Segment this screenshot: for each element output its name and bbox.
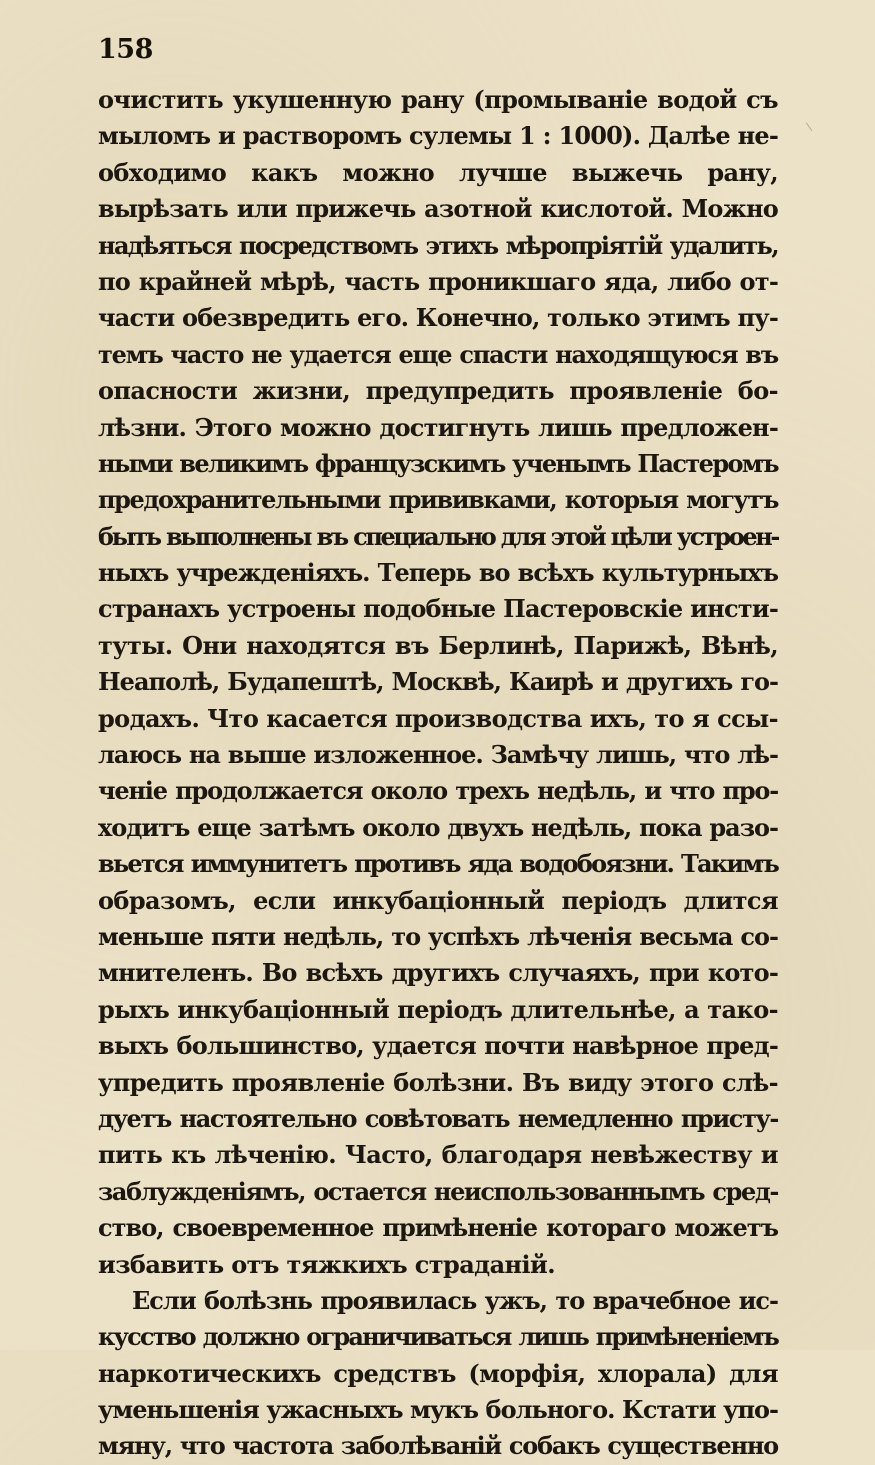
text-line: выхъ большинство, удается почти навѣрное пред- <box>98 1031 778 1061</box>
text-line: образомъ, если инкубацiонный перiодъ длится <box>98 885 778 915</box>
text-line: ныхъ учрежденiяхъ. Теперь во всѣхъ культурныхъ <box>98 558 778 588</box>
paragraph-2 <box>98 1283 778 1465</box>
text-line: пить къ лѣченiю. Часто, благодаря невѣжеству и <box>98 1140 778 1170</box>
text-line: ченie продолжается около трехъ недѣль, и что про- <box>98 776 778 806</box>
page-number: 158 <box>98 34 153 65</box>
text-line: наркотическихъ средствъ (морфiя, хлорала) для <box>98 1358 778 1388</box>
text-line: вырѣзать или прижечь азотной кислотой. Можно <box>98 194 778 224</box>
text-line: странахъ устроены подобные Пастеровскiе инсти- <box>98 594 778 624</box>
paragraph-1 <box>98 82 778 1283</box>
text-line: кусство должно ограничиваться лишь примѣненiемъ <box>98 1322 778 1352</box>
text-line: мыломъ и растворомъ сулемы 1 : 1000). Далѣе не- <box>98 121 778 151</box>
text-line: темъ часто не удается еще спасти находящуюся въ <box>98 339 778 369</box>
text-line: части обезвредить его. Конечно, только этимъ пу- <box>98 303 778 333</box>
text-line: опасности жизни, предупредить проявленie бо- <box>98 376 778 406</box>
paper-mark <box>806 119 817 131</box>
text-line: туты. Они находятся въ Берлинѣ, Парижѣ, Вѣнѣ, <box>98 630 778 660</box>
text-line: надѣяться посредствомъ этихъ мѣропрiятiй удалить, <box>98 230 778 260</box>
text-line: мнителенъ. Во всѣхъ другихъ случаяхъ, при кото- <box>98 958 778 988</box>
text-line: лаюсь на выше изложенное. Замѣчу лишь, что лѣ- <box>98 740 778 770</box>
text-line: упредить проявленie болѣзни. Въ виду этого слѣ- <box>98 1067 778 1097</box>
text-line: уменьшенiя ужасныхъ мукъ больного. Кстати упо- <box>98 1395 778 1425</box>
text-line: заблужденiямъ, остается неиспользованнымъ сред- <box>98 1176 778 1206</box>
text-line: лѣзни. Этого можно достигнуть лишь предложен- <box>98 412 778 442</box>
text-line: дуетъ настоятельно совѣтовать немедленно присту- <box>98 1103 778 1133</box>
text-line: мяну, что частота заболѣванiй собакъ существенно <box>98 1431 778 1461</box>
text-line: ство, своевременное примѣненie котораго можетъ <box>98 1213 778 1243</box>
text-line: обходимо какъ можно лучше выжечь рану, <box>98 157 778 187</box>
text-line: по крайней мѣрѣ, часть проникшаго яда, либо от- <box>98 266 778 296</box>
text-line: рыхъ инкубацiонный перiодъ длительнѣе, а тако- <box>98 994 778 1024</box>
text-line: ными великимъ французскимъ ученымъ Пастеромъ <box>98 448 778 478</box>
text-line: родахъ. Что касается производства ихъ, то я ссы- <box>98 703 778 733</box>
text-line: избавить отъ тяжкихъ страданiй. <box>98 1249 555 1279</box>
text-line: ходитъ еще затѣмъ около двухъ недѣль, пока разо- <box>98 812 778 842</box>
text-line: очистить укушенную рану (промыванie водой съ <box>98 85 778 114</box>
text-line: Неаполѣ, Будапештѣ, Москвѣ, Каирѣ и другихъ го- <box>98 667 778 697</box>
text-line: меньше пяти недѣль, то успѣхъ лѣченiя весьма со- <box>98 921 778 951</box>
text-line: быть выполнены въ специально для этой цѣли устроен- <box>98 521 778 551</box>
text-line: вьется иммунитетъ противъ яда водобоязни. Такимъ <box>98 849 778 879</box>
text-line: Если болѣзнь проявилась ужъ, то врачебное ис- <box>132 1285 778 1315</box>
body-text <box>98 82 778 1465</box>
text-line: предохранительными прививками, которыя могутъ <box>98 485 778 515</box>
